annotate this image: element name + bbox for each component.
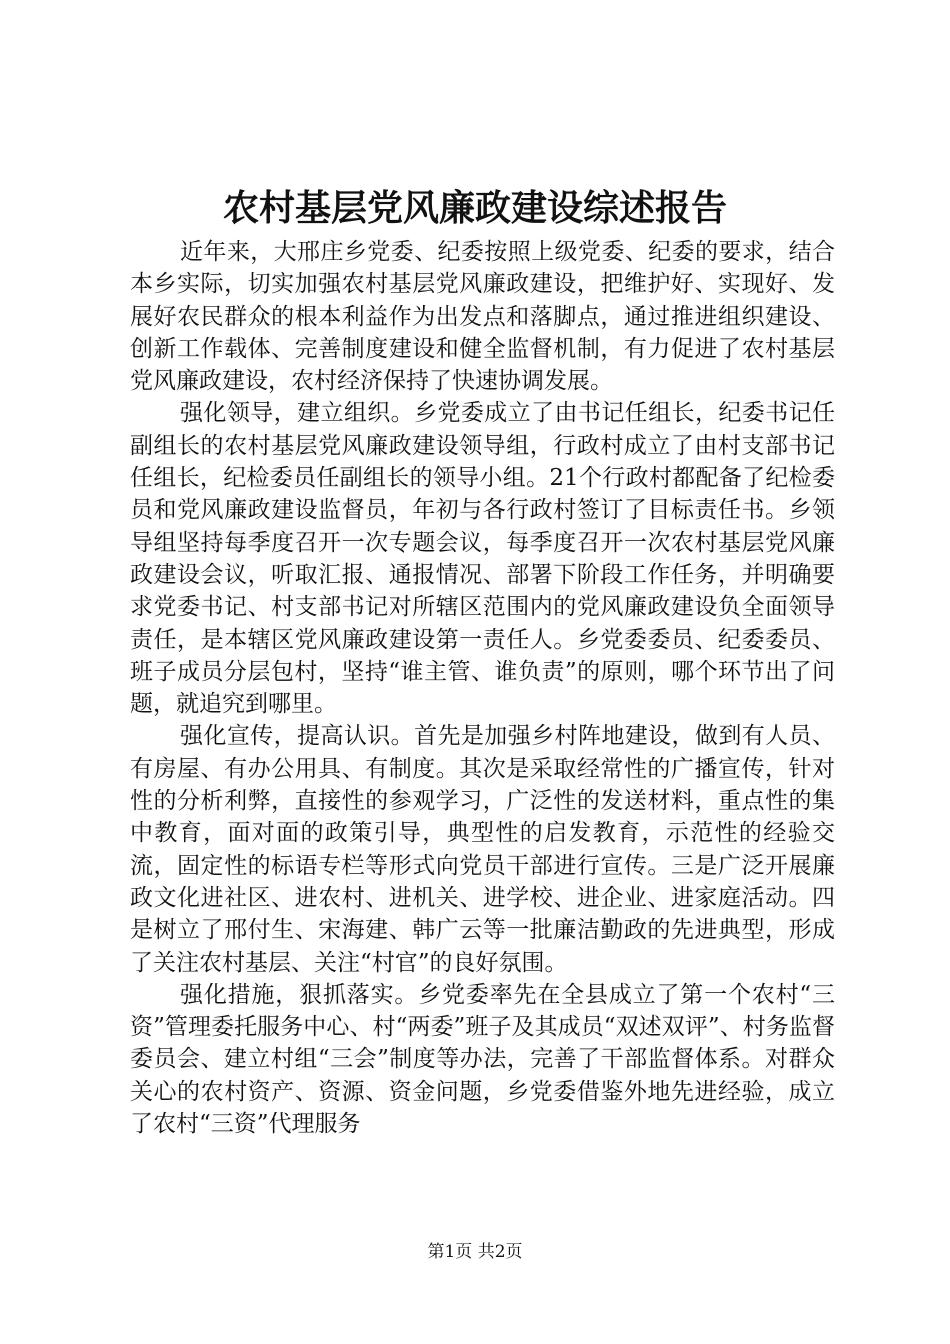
paragraph-leadership: 强化领导，建立组织。乡党委成立了由书记任组长，纪委书记任副组长的农村基层党风廉政建设领导组，行政村成立了由村支部书记任组长，纪检委员任副组长的领导小组。21个行政村都配备了纪检委员和党风廉政建设监督员，年初与各行政村签订了目标责任书。乡领导组坚持每季度召开一次专题会议，每季度召开一次农村基层党风廉政建设会议，听取汇报、通报情况、部署下阶段工作任务，并明确要求党委书记、村支部书记对所辖区范围内的党风廉政建设负全面领导责任，是本辖区党风廉政建设第一责任人。乡党委委员、纪委委员、班子成员分层包村，坚持“谁主管、谁负责”的原则，哪个环节出了问题，就追究到哪里。 [130,400,835,718]
page-footer: 第1页 共2页 [427,1242,523,1262]
paragraph-publicity: 强化宣传，提高认识。首先是加强乡村阵地建设，做到有人员、有房屋、有办公用具、有制度。其次是采取经常性的广播宣传，针对性的分析利弊，直接性的参观学习，广泛性的发送材料，重点性的集中教育，面对面的政策引导，典型性的启发教育，示范性的经验交流，固定性的标语专栏等形式向党员干部进行宣传。三是广泛开展廉政文化进社区、进农村、进机关、进学校、进企业、进家庭活动。四是树立了邢付生、宋海建、韩广云等一批廉洁勤政的先进典型，形成了关注农村基层、关注“村官”的良好氛围。 [130,723,835,976]
paragraph-intro: 近年来，大邢庄乡党委、纪委按照上级党委、纪委的要求，结合本乡实际，切实加强农村基层党风廉政建设，把维护好、实现好、发展好农民群众的根本利益作为出发点和落脚点，通过推进组织建设、创新工作载体、完善制度建设和健全监督机制，有力促进了农村基层党风廉政建设，农村经济保持了快速协调发展。 [130,239,835,395]
document-body [130,236,835,1140]
paragraph-measures: 强化措施，狠抓落实。乡党委率先在全县成立了第一个农村“三资”管理委托服务中心、村“两委”班子及其成员“双述双评”、村务监督委员会、建立村组“三会”制度等办法，完善了干部监督体系。对群众关心的农村资产、资源、资金问题，乡党委借鉴外地先进经验，成立了农村“三资”代理服务 [130,981,835,1138]
document-title: 农村基层党风廉政建设综述报告 [222,187,727,229]
